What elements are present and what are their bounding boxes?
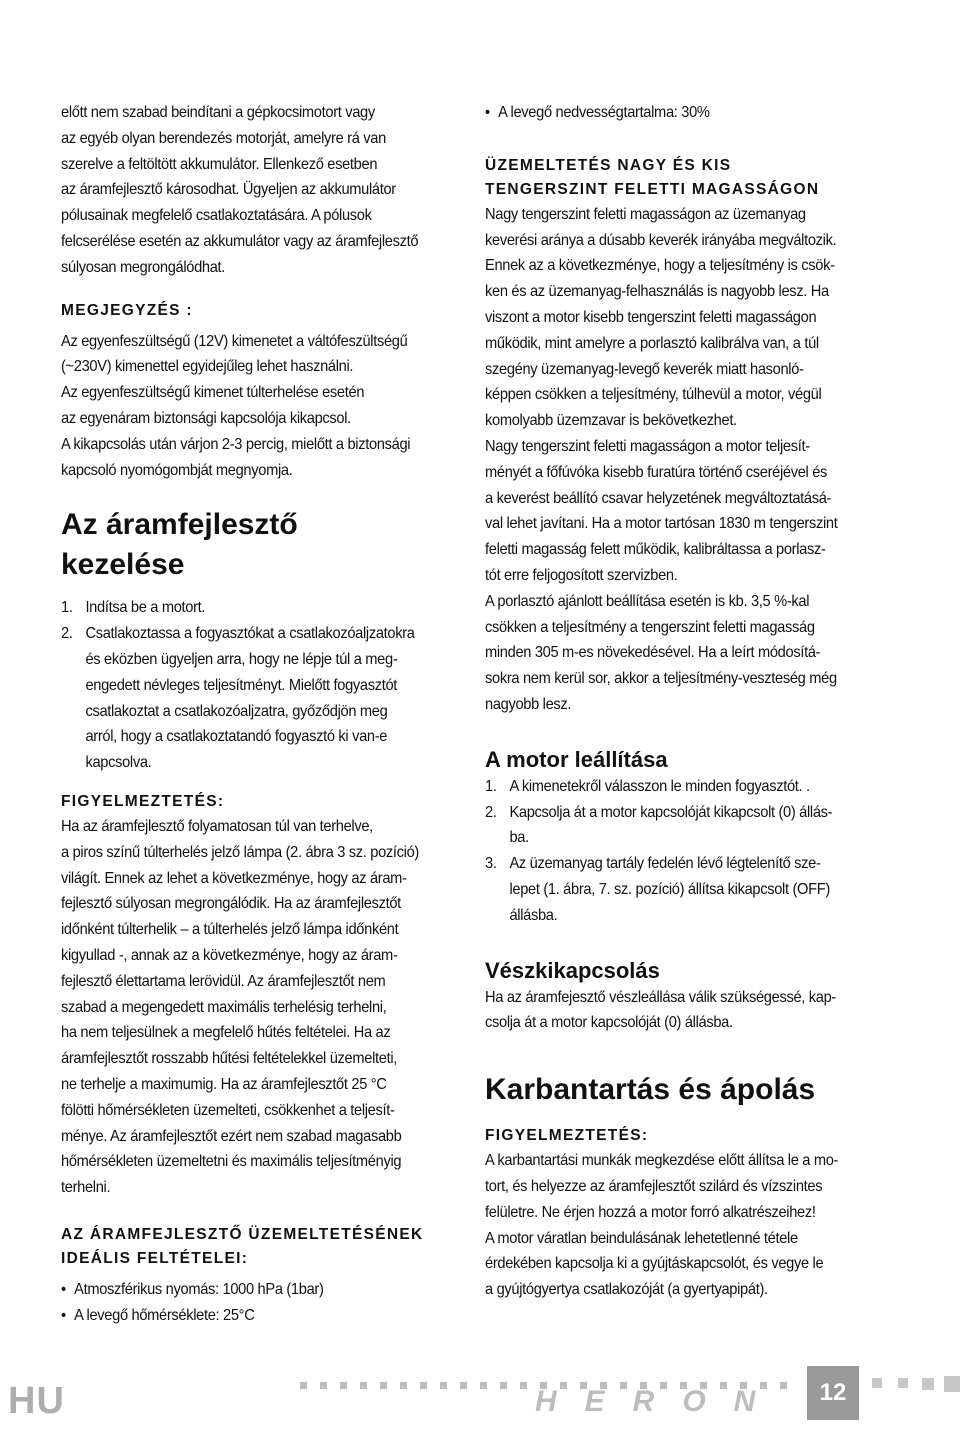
section-heading-operation: Az áramfejlesztő kezelése <box>61 508 298 582</box>
text-line: val lehet javítani. Ha a motor tartósan 1830 m tengerszint <box>485 515 838 533</box>
text-line: tort, és helyezze az áramfejlesztőt szilárd és vízszintes <box>485 1177 823 1195</box>
text-line: felcserélése esetén az akkumulátor vagy az áramfejlesztő <box>61 232 419 250</box>
page-number: 12 <box>807 1366 859 1420</box>
step-text-line: állásba. <box>509 906 558 924</box>
text-line: A karbantartási munkák megkezdése előtt állítsa le a mo- <box>485 1152 839 1170</box>
altitude-paragraph <box>485 202 885 718</box>
step-text-line: engedett névleges teljesítményt. Mielőtt fogyasztót <box>85 676 398 694</box>
step-text-line: lepet (1. ábra, 7. sz. pozíció) állítsa kikapcsolt (OFF) <box>509 880 830 898</box>
emergency-paragraph <box>485 985 885 1037</box>
text-line: (~230V) kimenettel egyidejűleg lehet használni. <box>61 358 354 376</box>
text-line: előtt nem szabad beindítani a gépkocsimotort vagy <box>61 104 375 121</box>
text-line: szegény üzemanyag-levegő keverék miatt hasonló- <box>485 360 804 378</box>
step-text-line: csatlakoztat a csatlakozóaljzatra, győződjön meg <box>85 702 388 720</box>
text-line: csökken a teljesítmény a tengerszint feletti magasság <box>485 618 815 636</box>
list-item: • A levegő nedvességtartalma: 30% <box>485 100 885 126</box>
text-line: pólusainak megfelelő csatlakoztatására. A pólusok <box>61 207 372 225</box>
text-line: ken és az üzemanyag-felhasználás is nagyobb lesz. Ha <box>485 283 829 301</box>
left-column <box>61 100 461 1328</box>
humidity-list <box>485 100 885 126</box>
footer-square <box>922 1378 934 1390</box>
intro-paragraph <box>61 100 461 281</box>
list-item <box>61 621 461 776</box>
list-item <box>485 800 885 852</box>
stop-steps <box>485 774 885 929</box>
step-text-line: kapcsolva. <box>85 754 152 772</box>
text-line: feletti magasság felett működik, kalibráltassa a porlasz- <box>485 541 826 559</box>
step-number: 2. <box>485 803 497 821</box>
text-line: Ha az áramfejlesztő folyamatosan túl van terhelve, <box>61 817 373 835</box>
step-text-line: ba. <box>509 829 529 847</box>
brand-logo: HERON <box>535 1385 784 1418</box>
text-line: csolja át a motor kapcsolóját (0) állásba. <box>485 1014 733 1032</box>
step-number: 3. <box>485 855 497 873</box>
text-line: áramfejlesztőt rosszabb hűtési feltételekkel üzemelteti, <box>61 1050 397 1068</box>
text-line: szabad a megengedett maximális terhelésig terhelni, <box>61 998 387 1016</box>
operation-steps <box>61 595 461 776</box>
page-footer <box>0 1358 960 1437</box>
text-line: Az egyenfeszültségű (12V) kimenetet a váltófeszültségű <box>61 332 408 350</box>
section-heading-maintenance: Karbantartás és ápolás <box>485 1073 816 1107</box>
text-line: az áramfejlesztő károsodhat. Ügyeljen az akkumulátor <box>61 181 396 199</box>
text-line: világít. Ennek az lehet a következménye, hogy az áram- <box>61 869 407 887</box>
section-heading-stop: A motor leállítása <box>485 746 668 772</box>
text-line: kigyullad -, annak az a következménye, hogy az áram- <box>61 946 398 964</box>
text-line: A motor váratlan beindulásának lehetetlenné tétele <box>485 1229 798 1247</box>
note-label: MEGJEGYZÉS : <box>61 301 193 319</box>
text-line: kapcsoló nyomógombját megnyomja. <box>61 461 293 479</box>
step-text-line: Kapcsolja át a motor kapcsolóját kikapcsolt (0) állás- <box>509 803 833 821</box>
right-column <box>485 100 885 1303</box>
text-line: ményét a főfúvóka kisebb furatúra történő cseréjével és <box>485 463 828 481</box>
step-text-line: Indítsa be a motort. <box>85 599 206 617</box>
step-number: 1. <box>485 777 497 795</box>
text-line: szerelve a feltöltött akkumulátor. Ellenkező esetben <box>61 155 378 173</box>
text-line: minden 305 m-es növekedésével. Ha a leírt módosítá- <box>485 644 821 662</box>
text-line: képpen csökken a teljesítmény, túlhevül a motor, végül <box>485 386 822 404</box>
text-line: Ha az áramfejesztő vészleállása válik szükségessé, kap- <box>485 988 836 1006</box>
text-line: sokra nem kerül sor, akkor a teljesítmény-veszteség még <box>485 670 837 688</box>
warning-paragraph <box>61 814 461 1201</box>
footer-square <box>872 1378 882 1388</box>
maintenance-warning-label: FIGYELMEZTETÉS: <box>485 1127 649 1145</box>
footer-square <box>944 1376 960 1392</box>
step-number: 2. <box>61 625 73 643</box>
ideal-conditions-list <box>61 1277 461 1329</box>
text-line: ménye. Az áramfejlesztőt ezért nem szabad magasabb <box>61 1127 402 1145</box>
text-line: viszont a motor kisebb tengerszint feletti magasságon <box>485 308 817 326</box>
text-line: Nagy tengerszint feletti magasságon az üzemanyag <box>485 205 806 223</box>
altitude-label: ÜZEMELTETÉS NAGY ÉS KIS TENGERSZINT FELETTI MAGASSÁGON <box>485 156 820 198</box>
note-paragraph <box>61 329 461 484</box>
footer-square <box>898 1378 908 1388</box>
text-line: működik, mint amelyre a porlasztó kalibrálva van, a túl <box>485 334 819 352</box>
step-text-line: Az üzemanyag tartály fedelén lévő légtelenítő sze- <box>509 855 821 873</box>
maintenance-paragraph <box>485 1148 885 1303</box>
text-line: a piros színű túlterhelés jelző lámpa (2. ábra 3 sz. pozíció) <box>61 843 419 861</box>
step-number: 1. <box>61 599 73 617</box>
step-text-line: és eközben ügyeljen arra, hogy ne lépje túl a meg- <box>85 650 398 668</box>
text-line: fölötti hőmérsékleten üzemelteti, csökkenhet a teljesít- <box>61 1101 395 1119</box>
step-text-line: Csatlakoztassa a fogyasztókat a csatlakozóaljzatokra <box>85 625 415 643</box>
text-line: hőmérsékleten üzemeltetni és maximális teljesítményig <box>61 1153 402 1171</box>
text-line: keverési aránya a dúsabb keverék irányába megváltozik. <box>485 231 837 249</box>
warning-label: FIGYELMEZTETÉS: <box>61 792 225 810</box>
text-line: ha nem teljesülnek a megfelelő hűtés feltételei. Ha az <box>61 1024 391 1042</box>
text-line: fejlesztő súlyosan megrongálódik. Ha az áramfejlesztőt <box>61 895 401 913</box>
text-line: komolyabb üzemzavar is bekövetkezhet. <box>485 412 737 430</box>
text-line: az egyéb olyan berendezés motorját, amelyre rá van <box>61 129 386 147</box>
list-item: • Atmoszférikus nyomás: 1000 hPa (1bar) <box>61 1277 461 1303</box>
language-code: HU <box>8 1380 65 1422</box>
text-line: az egyenáram biztonsági kapcsolója kikapcsol. <box>61 409 351 427</box>
footer-dots-left <box>300 1376 800 1384</box>
text-line: Ennek az a következménye, hogy a teljesítmény is csök- <box>485 257 835 275</box>
section-heading-emergency: Vészkikapcsolás <box>485 957 660 983</box>
step-text-line: A kimenetekről válasszon le minden fogyasztót. . <box>509 777 810 795</box>
list-item <box>61 595 461 621</box>
text-line: fejlesztő élettartama lerövidül. Az áramfejlesztőt nem <box>61 972 386 990</box>
list-item: • A levegő hőmérséklete: 25°C <box>61 1303 461 1329</box>
text-line: A kikapcsolás után várjon 2-3 percig, mielőtt a biztonsági <box>61 435 411 453</box>
text-line: a gyújtógyertya csatlakozóját (a gyertyapipát). <box>485 1281 768 1299</box>
text-line: súlyosan megrongálódhat. <box>61 258 226 276</box>
list-item <box>485 774 885 800</box>
text-line: időnként túlterhelik – a túlterhelés jelző lámpa időnként <box>61 921 399 939</box>
text-line: ne terhelje a maximumig. Ha az áramfejlesztőt 25 °C <box>61 1075 387 1093</box>
text-line: Nagy tengerszint feletti magasságon a motor teljesít- <box>485 437 810 455</box>
text-line: nagyobb lesz. <box>485 695 572 713</box>
text-line: felületre. Ne érjen hozzá a motor forró alkatrészeihez! <box>485 1203 816 1221</box>
step-text-line: arról, hogy a csatlakoztatandó fogyasztó ki van-e <box>85 728 388 746</box>
text-line: a keverést beállító csavar helyzetének megváltoztatásá- <box>485 489 832 507</box>
text-line: érdekében kapcsolja ki a gyújtáskapcsolót, és vegye le <box>485 1255 824 1273</box>
text-line: terhelni. <box>61 1179 111 1197</box>
text-line: Az egyenfeszültségű kimenet túlterhelése esetén <box>61 384 365 402</box>
ideal-conditions-label: AZ ÁRAMFEJLESZTŐ ÜZEMELTETÉSÉNEK IDEÁLIS FELTÉTELEI: <box>61 1225 424 1267</box>
text-line: A porlasztó ajánlott beállítása esetén is kb. 3,5 %-kal <box>485 592 810 610</box>
text-line: tót erre feljogosított szervizben. <box>485 566 678 584</box>
list-item <box>485 851 885 928</box>
